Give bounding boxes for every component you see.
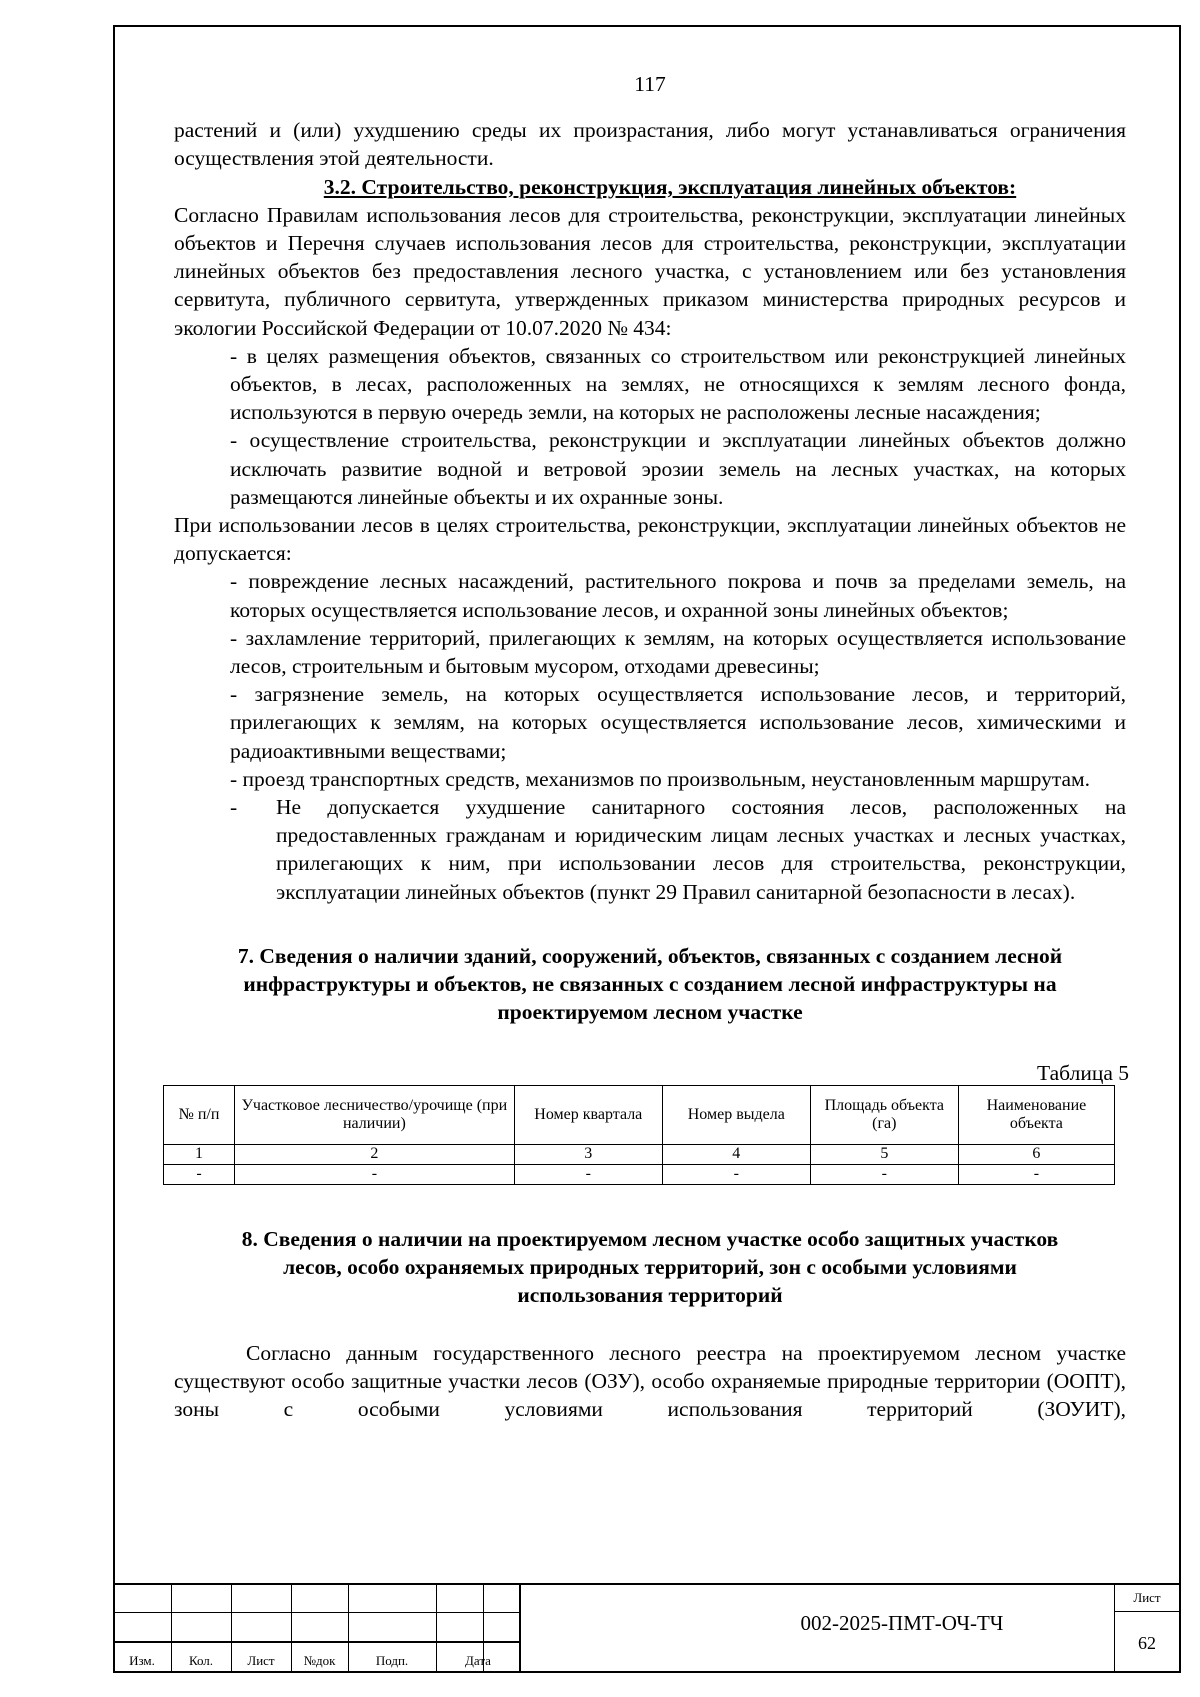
table-header-cell: Номер квартала [514,1085,662,1144]
continuation-paragraph: растений и (или) ухудшению среды их произрастания, либо могут устанавливаться ограничения осуществления этой деятельности. [174,118,1126,171]
list-item: - загрязнение земель, на которых осуществляется использование лесов, и территорий, прилегающих к землям, на которых осуществляется использование лесов, химическими и радиоактивными веществами; [230,682,1126,763]
table-caption: Таблица 5 [1037,1060,1129,1085]
table-header-cell: Наименование объекта [958,1085,1114,1144]
stamp-line [113,1641,520,1643]
table-cell: 1 [164,1144,235,1164]
heading-line: инфраструктуры и объектов, не связанных с созданием лесной инфраструктуры на [243,971,1057,996]
table-5 [163,1085,1115,1185]
prohibition-intro: При использовании лесов в целях строительства, реконструкции, эксплуатации линейных объектов не допускается: [174,513,1126,566]
list-item: - захламление территорий, прилегающих к землям, на которых осуществляется использование лесов, строительным и бытовым мусором, отходами древесины; [230,625,1126,679]
list-item-dashed [230,793,1126,906]
table-cell: - [514,1164,662,1184]
table-cell: 3 [514,1144,662,1164]
stamp-label: №док [303,1653,336,1668]
heading-line: использования территорий [517,1282,783,1307]
document-code: 002-2025-ПМТ-ОЧ-ТЧ [800,1611,1004,1635]
dash-marker: - [230,795,238,820]
stamp-label: Кол. [188,1653,214,1668]
stamp-line [113,1583,1181,1585]
heading-line: 7. Сведения о наличии зданий, сооружений, объектов, связанных с созданием лесной [237,943,1063,968]
sheet-number: 62 [1138,1633,1156,1653]
list-item: - проезд транспортных средств, механизмов по произвольным, неустановленным маршрутам. [230,766,1090,791]
table-cell: - [810,1164,958,1184]
heading-line: лесов, особо охраняемых природных территорий, зон с особыми условиями [283,1254,1017,1279]
page-number: 117 [634,72,666,96]
section-8-text: Согласно данным государственного лесного реестра на проектируемом лесном участке существуют особо защитные участки лесов (ОЗУ), особо охраняемые природные территории (ООПТ), зоны с особыми условиями использования территорий (ЗОУИТ), [174,1340,1126,1422]
table-cell: - [164,1164,235,1184]
table-cell: 5 [810,1144,958,1164]
table-row [164,1164,1115,1184]
list-item-text: Не допускается ухудшение санитарного состояния лесов, расположенных на предоставленных гражданам и юридическим лицам лесных участках и лесных участках, прилегающих к ним, при использовании лесов для строительства, реконструкции, эксплуатации линейных объектов (пункт 29 Правил санитарной безопасности в лесах). [276,795,1126,904]
table-cell: 2 [234,1144,514,1164]
table-header-row [164,1085,1115,1144]
document-body [174,70,1129,1424]
subsection-intro: Согласно Правилам использования лесов для строительства, реконструкции, эксплуатации линейных объектов и Перечня случаев использования лесов для строительства, реконструкции, эксплуатации линейных объектов без предоставления лесного участка, с установлением или без установления сервитута, публичного сервитута, утвержденных приказом министерства природных ресурсов и экологии Российской Федерации от 10.07.2020 № 434: [174,202,1126,340]
heading-line: 8. Сведения о наличии на проектируемом лесном участке особо защитных участков [241,1226,1059,1251]
title-block [113,1583,1181,1673]
table-cell: - [234,1164,514,1184]
heading-line: проектируемом лесном участке [497,999,803,1024]
list-item: - в целях размещения объектов, связанных со строительством или реконструкцией линейных объектов, в лесах, расположенных на землях, не относящихся к землям лесного фонда, используются в первую очередь земли, на которых не расположены лесные насаждения; [230,343,1126,425]
stamp-label: Изм. [129,1653,155,1668]
stamp-label: Подп. [375,1653,409,1668]
stamp-label: Лист [247,1653,275,1668]
table-header-cell: Номер выдела [662,1085,810,1144]
table-header-cell: № п/п [164,1085,235,1144]
subsection-title: 3.2. Строительство, реконструкция, эксплуатация линейных объектов: [323,174,1017,199]
stamp-line [113,1612,520,1613]
table-cell: 4 [662,1144,810,1164]
section-7-heading [174,942,1126,1026]
table-header-cell: Участковое лесничество/урочище (при наличии) [234,1085,514,1144]
table-index-row [164,1144,1115,1164]
table-cell: 6 [958,1144,1114,1164]
sheet-label: Лист [1133,1590,1161,1605]
table-cell: - [958,1164,1114,1184]
section-8-heading [174,1225,1126,1309]
list-item: - повреждение лесных насаждений, растительного покрова и почв за пределами земель, на которых осуществляется использование лесов, и охранной зоны линейных объектов; [230,569,1126,622]
table-header-cell: Площадь объекта (га) [810,1085,958,1144]
table-cell: - [662,1164,810,1184]
list-item: - осуществление строительства, реконструкции и эксплуатации линейных объектов должно исключать развитие водной и ветровой эрозии земель на лесных участках, на которых размещаются линейные объекты и их охранные зоны. [230,428,1126,509]
stamp-label: Дата [465,1653,491,1668]
